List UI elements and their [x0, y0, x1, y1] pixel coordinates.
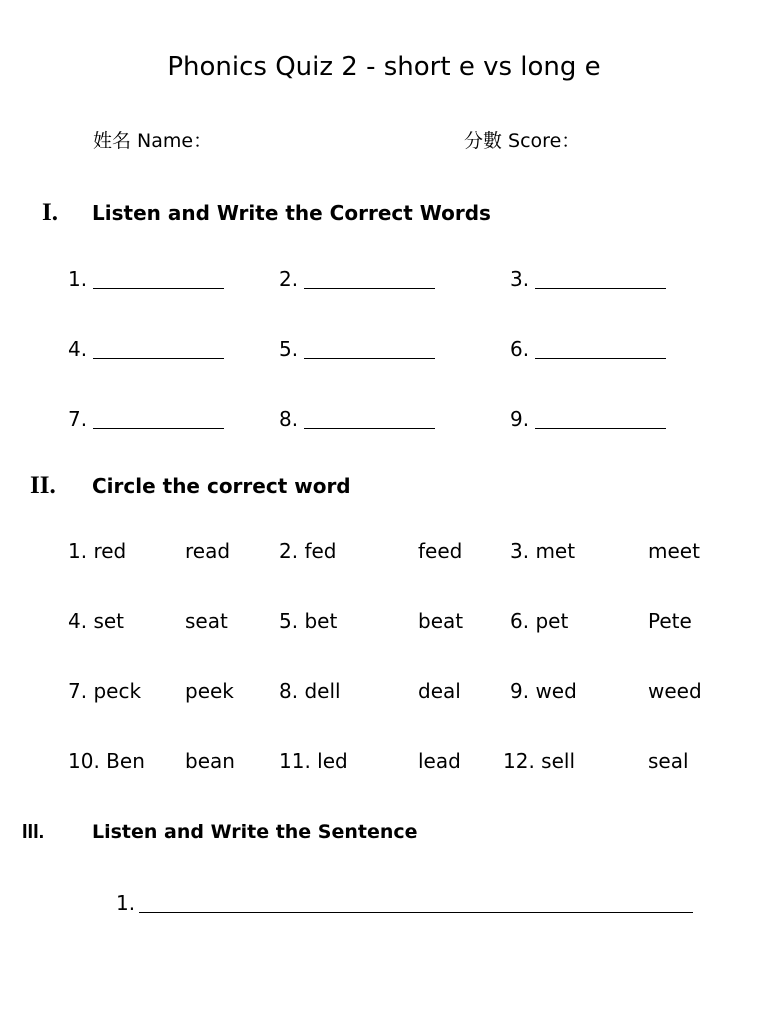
choice-7-option-b: peek [185, 679, 234, 703]
choice-word: red [93, 539, 127, 563]
blank-row-3 [0, 407, 768, 431]
choice-word: fed [304, 539, 337, 563]
answer-blank [93, 270, 224, 289]
blank-row-2 [0, 337, 768, 361]
section-2-numeral: II. [30, 472, 56, 499]
blank-item-3 [510, 267, 666, 291]
choice-word: set [93, 609, 125, 633]
item-number: 1. [68, 267, 88, 291]
choice-number: 4. [68, 609, 88, 633]
choice-row-4 [0, 749, 768, 773]
choice-5-option-b: beat [418, 609, 464, 633]
choice-1-option-b: read [185, 539, 231, 563]
item-number: 3. [510, 267, 530, 291]
section-3-heading: Listen and Write the Sentence [92, 821, 418, 843]
item-number: 1. [116, 891, 136, 915]
choice-number: 5. [279, 609, 299, 633]
choice-row-3 [0, 679, 768, 703]
section-1-numeral: I. [42, 199, 58, 226]
blank-item-5 [279, 337, 435, 361]
answer-blank [93, 410, 224, 429]
item-number: 5. [279, 337, 299, 361]
choice-number: 7. [68, 679, 88, 703]
choice-6-option-b: Pete [648, 609, 692, 633]
choice-number: 11. [279, 749, 311, 773]
choice-number: 3. [510, 539, 530, 563]
answer-blank [535, 410, 666, 429]
choice-word: sell [541, 749, 576, 773]
answer-blank [304, 270, 435, 289]
choice-8-option-a [279, 679, 341, 703]
choice-number: 1. [68, 539, 88, 563]
choice-4-option-b: seat [185, 609, 228, 633]
worksheet-title: Phonics Quiz 2 - short e vs long e [167, 52, 601, 82]
item-number: 6. [510, 337, 530, 361]
choice-number: 10. [68, 749, 100, 773]
blank-item-6 [510, 337, 666, 361]
answer-blank [304, 410, 435, 429]
name-label: 姓名 Name： [93, 130, 213, 152]
choice-row-2 [0, 609, 768, 633]
choice-6-option-a [510, 609, 568, 633]
choice-8-option-b: deal [418, 679, 461, 703]
choice-word: Ben [106, 749, 145, 773]
choice-3-option-b: meet [648, 539, 700, 563]
blank-item-8 [279, 407, 435, 431]
section-3-numeral: III. [22, 821, 45, 843]
choice-11-option-b: lead [418, 749, 461, 773]
section-1-heading: Listen and Write the Correct Words [92, 201, 491, 225]
blank-item-9 [510, 407, 666, 431]
blank-row-1 [0, 267, 768, 291]
choice-2-option-a [279, 539, 337, 563]
choice-12-option-a [503, 749, 575, 773]
choice-number: 2. [279, 539, 299, 563]
choice-number: 8. [279, 679, 299, 703]
item-number: 2. [279, 267, 299, 291]
sentence-blank [139, 894, 693, 913]
answer-blank [535, 270, 666, 289]
choice-11-option-a [279, 749, 348, 773]
score-label: 分數 Score： [464, 130, 581, 152]
blank-item-2 [279, 267, 435, 291]
choice-10-option-b: bean [185, 749, 235, 773]
choice-word: peck [93, 679, 142, 703]
choice-4-option-a [68, 609, 124, 633]
choice-10-option-a [68, 749, 145, 773]
choice-number: 12. [503, 749, 535, 773]
choice-word: pet [535, 609, 569, 633]
choice-9-option-b: weed [648, 679, 702, 703]
choice-5-option-a [279, 609, 337, 633]
choice-word: met [535, 539, 576, 563]
item-number: 7. [68, 407, 88, 431]
choice-word: dell [304, 679, 341, 703]
sentence-item-1 [116, 891, 693, 915]
blank-item-7 [68, 407, 224, 431]
choice-word: wed [535, 679, 577, 703]
item-number: 8. [279, 407, 299, 431]
choice-word: led [317, 749, 348, 773]
choice-12-option-b: seal [648, 749, 689, 773]
answer-blank [93, 340, 224, 359]
choice-1-option-a [68, 539, 126, 563]
answer-blank [535, 340, 666, 359]
choice-3-option-a [510, 539, 575, 563]
item-number: 9. [510, 407, 530, 431]
blank-item-1 [68, 267, 224, 291]
answer-blank [304, 340, 435, 359]
choice-row-1 [0, 539, 768, 563]
choice-2-option-b: feed [418, 539, 463, 563]
choice-word: bet [304, 609, 338, 633]
section-2-heading: Circle the correct word [92, 474, 351, 498]
choice-7-option-a [68, 679, 141, 703]
blank-item-4 [68, 337, 224, 361]
choice-number: 9. [510, 679, 530, 703]
item-number: 4. [68, 337, 88, 361]
choice-number: 6. [510, 609, 530, 633]
choice-9-option-a [510, 679, 577, 703]
